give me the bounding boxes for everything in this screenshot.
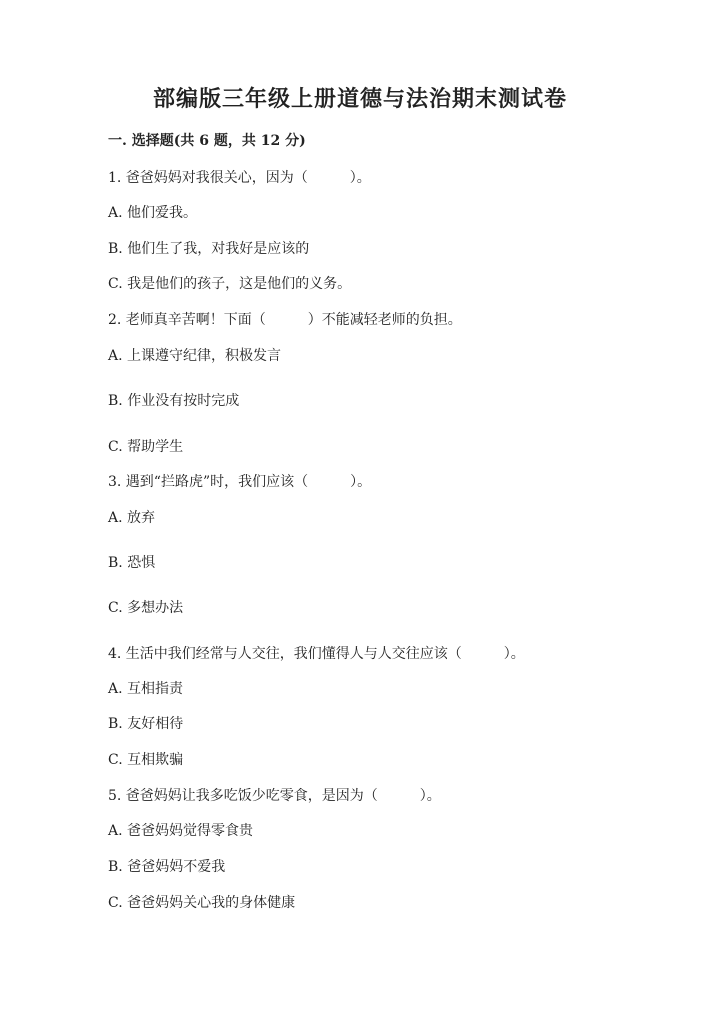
question-2-stem: 2. 老师真辛苦啊！下面（ ）不能减轻老师的负担。 bbox=[108, 312, 462, 328]
page-title: 部编版三年级上册道德与法治期末测试卷 bbox=[152, 86, 567, 112]
question-5-stem: 5. 爸爸妈妈让我多吃饭少吃零食，是因为（ ）。 bbox=[108, 788, 441, 804]
question-1-option-b: B. 他们生了我，对我好是应该的 bbox=[108, 241, 310, 257]
question-2-option-b: B. 作业没有按时完成 bbox=[108, 393, 240, 409]
question-2-option-a: A. 上课遵守纪律，积极发言 bbox=[108, 348, 282, 364]
question-1-option-c: C. 我是他们的孩子，这是他们的义务。 bbox=[108, 276, 352, 292]
question-5-option-b: B. 爸爸妈妈不爱我 bbox=[108, 859, 226, 875]
question-3-option-b: B. 恐惧 bbox=[108, 555, 156, 571]
question-1-stem: 1. 爸爸妈妈对我很关心，因为（ ）。 bbox=[108, 170, 371, 186]
question-4-option-c: C. 互相欺骗 bbox=[108, 752, 184, 768]
question-4-stem: 4. 生活中我们经常与人交往，我们懂得人与人交往应该（ ）。 bbox=[108, 646, 525, 662]
question-1-option-a: A. 他们爱我。 bbox=[108, 205, 198, 221]
question-4-option-a: A. 互相指责 bbox=[108, 681, 184, 697]
question-3-option-c: C. 多想办法 bbox=[108, 600, 184, 616]
question-2-option-c: C. 帮助学生 bbox=[108, 439, 184, 455]
question-4-option-b: B. 友好相待 bbox=[108, 716, 184, 732]
question-5-option-a: A. 爸爸妈妈觉得零食贵 bbox=[108, 823, 254, 839]
question-3-option-a: A. 放弃 bbox=[108, 510, 156, 526]
question-5-option-c: C. 爸爸妈妈关心我的身体健康 bbox=[108, 895, 296, 911]
section-header: 一. 选择题(共 6 题，共 12 分) bbox=[108, 133, 306, 149]
question-3-stem: 3. 遇到“拦路虎”时，我们应该（ ）。 bbox=[108, 474, 372, 490]
